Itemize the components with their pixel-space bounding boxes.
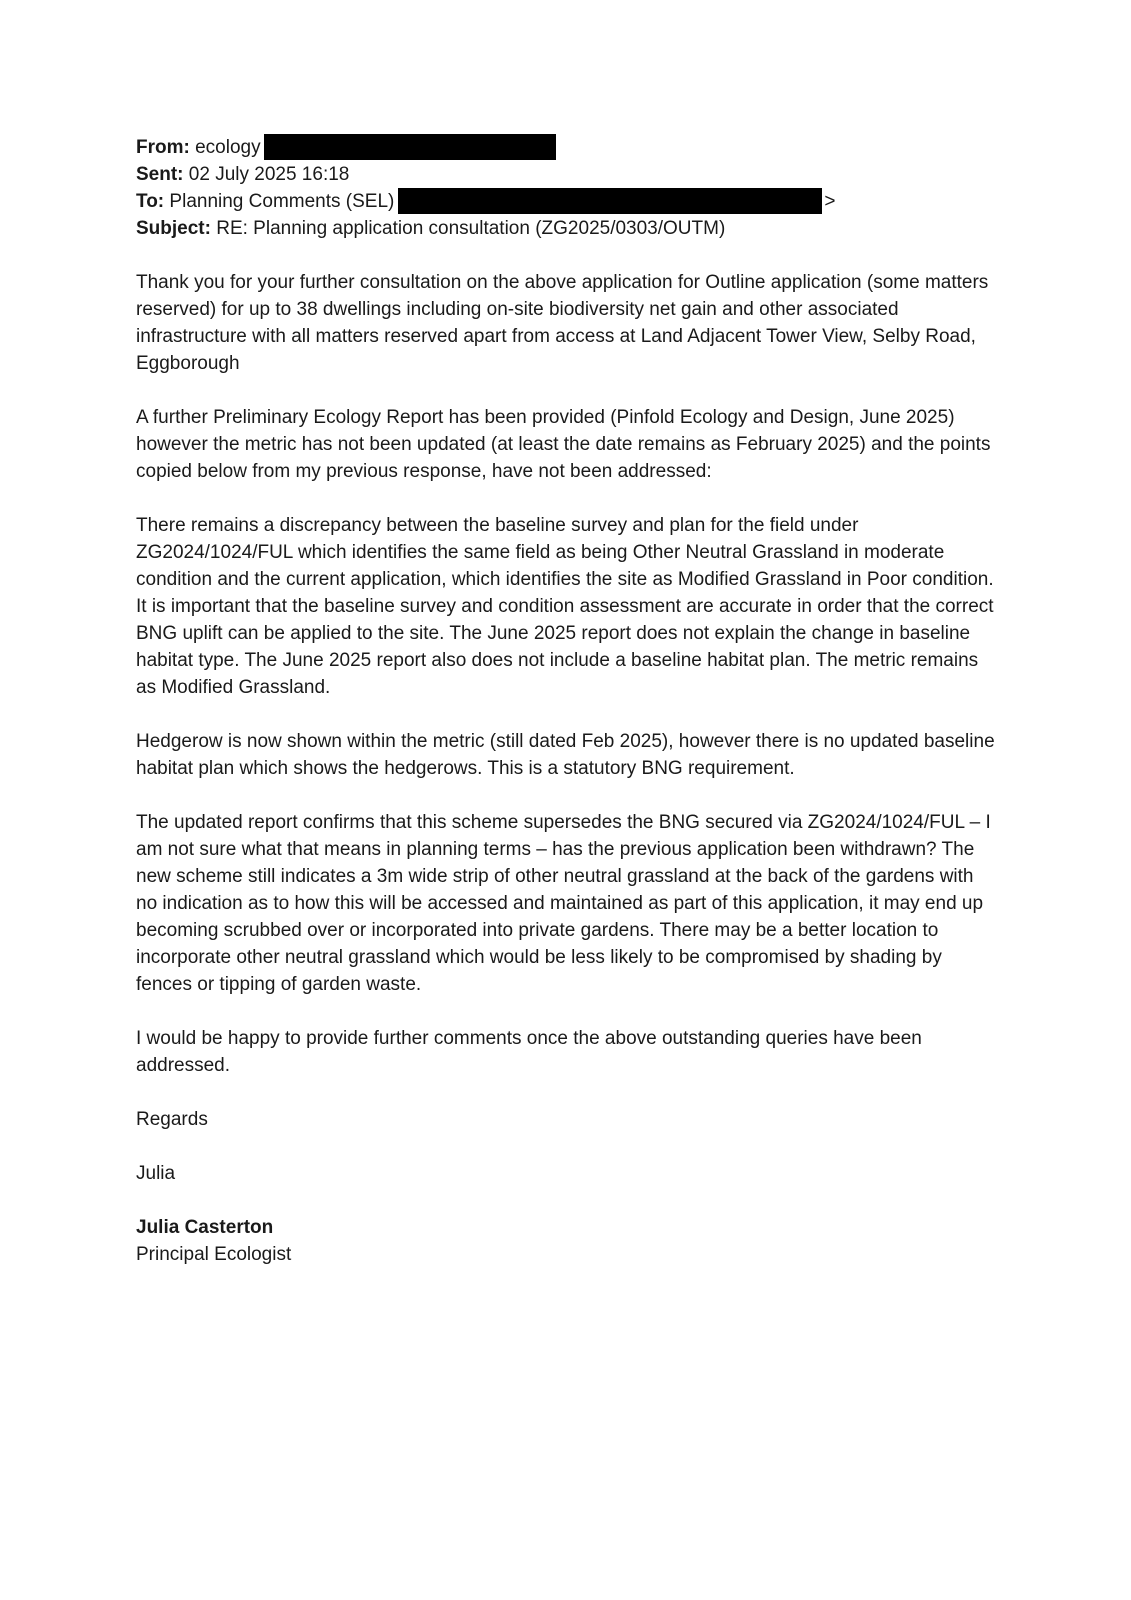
header-from-line [136, 134, 998, 161]
header-subject-line [136, 215, 998, 242]
email-paragraph: Thank you for your further consultation on the above application for Outline application (some matters reserved) for up to 38 dwellings including on-site biodiversity net gain and other associated infrastructure with all matters reserved apart from access at Land Adjacent Tower View, Selby Road, Eggborough [136, 272, 989, 374]
redaction-bar-from-address [264, 134, 556, 160]
email-paragraph: A further Preliminary Ecology Report has been provided (Pinfold Ecology and Design, June 2025) however the metric has not been updated (at least the date remains as February 2025) and the points copied below from my previous response, have not been addressed: [136, 407, 991, 482]
email-paragraphs [136, 269, 998, 1079]
subject-label: Subject: [136, 218, 211, 239]
subject-value: RE: Planning application consultation (ZG2025/0303/OUTM) [216, 218, 726, 239]
signoff-name: Julia [136, 1163, 176, 1184]
email-paragraph: I would be happy to provide further comments once the above outstanding queries have been addressed. [136, 1028, 922, 1076]
redaction-bar-to-address [398, 188, 822, 214]
from-label: From: [136, 137, 190, 158]
from-value: ecology [195, 137, 261, 158]
signature-block [136, 1214, 998, 1268]
signature-title: Principal Ecologist [136, 1244, 292, 1265]
header-to-line [136, 188, 998, 215]
to-value: Planning Comments (SEL) [169, 191, 395, 212]
closing-regards: Regards [136, 1109, 208, 1130]
email-paragraph: Hedgerow is now shown within the metric (still dated Feb 2025), however there is no updated baseline habitat plan which shows the hedgerows. This is a statutory BNG requirement. [136, 731, 995, 779]
sent-label: Sent: [136, 164, 184, 185]
sent-value: 02 July 2025 16:18 [188, 164, 350, 185]
email-header [136, 134, 998, 242]
to-label: To: [136, 191, 165, 212]
to-angle-bracket: > [824, 191, 836, 212]
header-sent-line [136, 161, 998, 188]
email-paragraph: There remains a discrepancy between the baseline survey and plan for the field under ZG2024/1024/FUL which identifies the same field as being Other Neutral Grassland in moderate condition and the current application, which identifies the site as Modified Grassland in Poor condition. It is important that the baseline survey and condition assessment are accurate in order that the correct BNG uplift can be applied to the site. The June 2025 report does not explain the change in baseline habitat type. The June 2025 report also does not include a baseline habitat plan. The metric remains as Modified Grassland. [136, 515, 994, 698]
signature-name: Julia Casterton [136, 1217, 274, 1238]
email-paragraph: The updated report confirms that this scheme supersedes the BNG secured via ZG2024/1024/FUL – I am not sure what that means in planning terms – has the previous application been withdrawn? The new scheme still indicates a 3m wide strip of other neutral grassland at the back of the gardens with no indication as to how this will be accessed and maintained as part of this application, it may end up becoming scrubbed over or incorporated into private gardens. There may be a better location to incorporate other neutral grassland which would be less likely to be compromised by shading by fences or tipping of garden waste. [136, 812, 991, 995]
email-body [136, 269, 998, 1268]
